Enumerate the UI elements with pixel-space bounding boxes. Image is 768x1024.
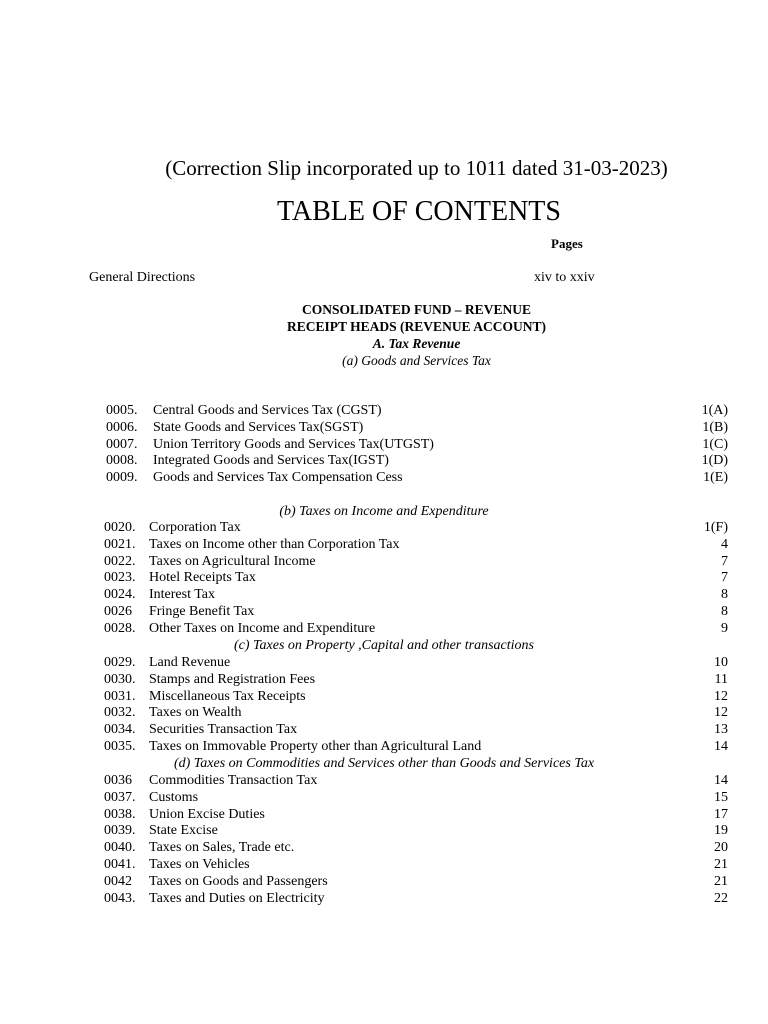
head-label: Taxes on Vehicles: [149, 857, 250, 872]
head-code: 0020.: [104, 520, 136, 535]
subhead-income-expenditure: (b) Taxes on Income and Expenditure: [279, 504, 489, 519]
page-reference: 10: [714, 655, 728, 670]
toc-row: [104, 554, 728, 570]
toc-row: [104, 722, 728, 738]
head-code: 0008.: [106, 453, 138, 469]
toc-row: [104, 689, 728, 705]
head-code: 0037.: [104, 789, 136, 805]
correction-slip-note: (Correction Slip incorporated up to 1011 dated 31-03-2023): [165, 156, 668, 180]
toc-row: [104, 520, 728, 536]
head-label: Goods and Services Tax Compensation Cess: [153, 470, 403, 486]
head-code: 0035.: [104, 739, 136, 754]
page-reference: 1(C): [702, 436, 728, 452]
page-reference: 11: [714, 671, 728, 687]
head-code: 0036: [104, 773, 132, 788]
toc-row: [104, 840, 728, 856]
general-directions-label: General Directions: [89, 270, 196, 285]
toc-row: [104, 807, 728, 823]
head-label: Taxes on Agricultural Income: [149, 553, 316, 569]
page-reference: 21: [714, 873, 728, 889]
toc-row: [104, 587, 728, 603]
toc-row: [104, 672, 728, 688]
head-code: 0029.: [104, 655, 136, 670]
section-heading-fund: CONSOLIDATED FUND – REVENUE: [302, 302, 531, 317]
head-code: 0034.: [104, 722, 136, 738]
head-label: Land Revenue: [149, 655, 231, 670]
head-label: Union Territory Goods and Services Tax(UTGST): [153, 436, 434, 452]
head-code: 0023.: [104, 570, 136, 586]
head-label: Interest Tax: [149, 587, 216, 603]
head-code: 0038.: [104, 806, 136, 822]
head-label: State Goods and Services Tax(SGST): [153, 419, 364, 435]
toc-row: [104, 739, 728, 755]
head-code: 0026: [104, 604, 132, 619]
toc-row: [104, 823, 728, 839]
head-code: 0028.: [104, 620, 136, 636]
head-label: Commodities Transaction Tax: [149, 773, 318, 788]
toc-row: [104, 773, 728, 789]
head-code: 0040.: [104, 840, 136, 856]
toc-row: [106, 437, 728, 453]
page-reference: 8: [721, 587, 728, 603]
page-reference: 9: [721, 620, 728, 636]
head-label: Central Goods and Services Tax (CGST): [153, 403, 382, 418]
head-label: Corporation Tax: [149, 520, 241, 535]
head-label: Union Excise Duties: [149, 806, 265, 822]
page-reference: 19: [714, 823, 728, 839]
page-reference: 21: [714, 857, 728, 872]
subhead-property-capital: (c) Taxes on Property ,Capital and other transactions: [234, 638, 534, 653]
head-label: Customs: [149, 789, 199, 805]
page-reference: 12: [714, 705, 728, 721]
head-code: 0021.: [104, 536, 136, 552]
head-code: 0007.: [106, 436, 138, 452]
toc-row: [104, 857, 728, 873]
head-code: 0005.: [106, 403, 138, 418]
head-label: Hotel Receipts Tax: [149, 570, 256, 586]
head-code: 0039.: [104, 823, 136, 839]
pages-column-header: Pages: [551, 236, 583, 251]
toc-row: [104, 891, 728, 907]
page-reference: 1(B): [702, 419, 728, 435]
subhead-goods-services-tax: (a) Goods and Services Tax: [342, 353, 491, 368]
head-code: 0043.: [104, 890, 136, 906]
head-label: Taxes on Goods and Passengers: [149, 873, 328, 889]
head-label: Miscellaneous Tax Receipts: [149, 688, 306, 704]
page-reference: 1(F): [703, 520, 728, 535]
head-label: State Excise: [149, 823, 218, 839]
page-reference: 4: [721, 536, 728, 552]
page-reference: 14: [714, 773, 728, 788]
page-reference: 15: [714, 789, 728, 805]
toc-row: [106, 403, 728, 419]
toc-row: [106, 453, 728, 469]
page-reference: 7: [721, 553, 728, 569]
toc-row: [106, 470, 728, 486]
section-heading-tax-revenue: A. Tax Revenue: [372, 336, 461, 351]
general-directions-pages: xiv to xxiv: [534, 270, 595, 285]
toc-row: [104, 537, 728, 553]
page-reference: 7: [721, 570, 728, 586]
head-label: Taxes on Immovable Property other than Agricultural Land: [149, 739, 482, 754]
page-title: TABLE OF CONTENTS: [277, 196, 561, 227]
toc-row: [104, 874, 728, 890]
page-reference: 8: [721, 604, 728, 619]
toc-row: [106, 420, 728, 436]
head-code: 0024.: [104, 587, 136, 603]
head-label: Securities Transaction Tax: [149, 722, 298, 738]
head-label: Taxes on Income other than Corporation Tax: [149, 536, 400, 552]
toc-row: [104, 621, 728, 637]
head-label: Taxes on Wealth: [149, 705, 242, 721]
toc-row: [104, 790, 728, 806]
page-reference: 12: [714, 688, 728, 704]
head-code: 0041.: [104, 857, 136, 872]
page-reference: 17: [714, 806, 728, 822]
page-reference: 1(E): [703, 470, 728, 486]
page-reference: 22: [714, 890, 728, 906]
head-code: 0031.: [104, 688, 136, 704]
toc-row: [104, 570, 728, 586]
head-label: Stamps and Registration Fees: [149, 671, 316, 687]
head-label: Fringe Benefit Tax: [149, 604, 255, 619]
head-code: 0006.: [106, 419, 138, 435]
head-code: 0032.: [104, 705, 136, 721]
section-heading-receipt: RECEIPT HEADS (REVENUE ACCOUNT): [287, 319, 546, 334]
head-label: Taxes on Sales, Trade etc.: [149, 840, 295, 856]
page-reference: 1(D): [701, 453, 728, 469]
head-code: 0009.: [106, 470, 138, 486]
head-code: 0030.: [104, 671, 136, 687]
page-reference: 14: [714, 739, 728, 754]
toc-row: [104, 604, 728, 620]
head-label: Other Taxes on Income and Expenditure: [149, 620, 376, 636]
toc-row: [104, 705, 728, 721]
head-label: Integrated Goods and Services Tax(IGST): [153, 453, 389, 469]
subhead-commodities-services: (d) Taxes on Commodities and Services other than Goods and Services Tax: [173, 756, 595, 771]
page-reference: 13: [714, 722, 728, 738]
toc-row: [104, 655, 728, 671]
head-code: 0042: [104, 873, 132, 889]
page-reference: 1(A): [701, 403, 728, 418]
head-code: 0022.: [104, 553, 136, 569]
page-reference: 20: [714, 840, 728, 856]
head-label: Taxes and Duties on Electricity: [149, 890, 325, 906]
